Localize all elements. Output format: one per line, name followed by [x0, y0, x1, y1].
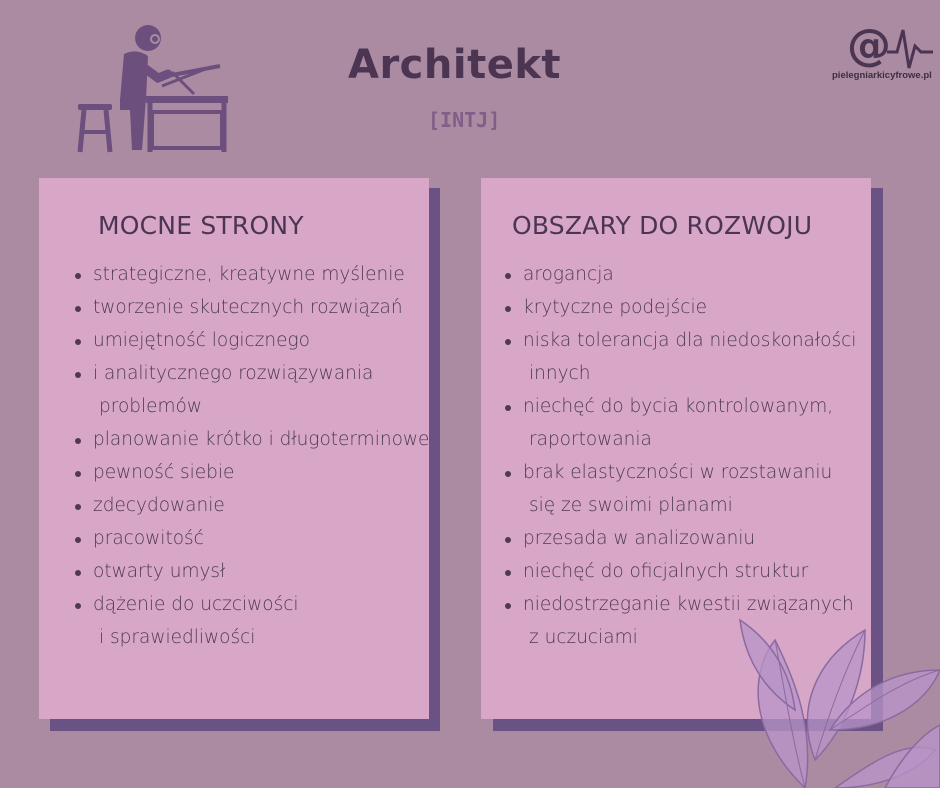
- leaf-icon: [735, 560, 940, 788]
- list-item: [75, 588, 429, 654]
- list-item-text: dążenie do uczciwości: [93, 594, 299, 615]
- list-item-text: niechęć do oficjalnych struktur: [523, 561, 809, 582]
- list-item-text: planowanie krótko i długoterminowe: [93, 429, 430, 450]
- list-item-text: otwarty umysł: [93, 561, 226, 582]
- list-item: [75, 324, 429, 357]
- list-item: [75, 258, 429, 291]
- page-subtitle: [INTJ]: [428, 108, 501, 132]
- list-item: [75, 357, 429, 423]
- list-item: [75, 489, 429, 522]
- list-item-continuation: z uczuciami: [529, 627, 638, 648]
- list-item-text: niedostrzeganie kwestii związanych: [523, 594, 854, 615]
- list-item: [75, 522, 429, 555]
- list-item-text: niska tolerancja dla niedoskonałości: [523, 330, 857, 351]
- list-item: [75, 456, 429, 489]
- growth-heading: OBSZARY DO ROZWOJU: [512, 211, 813, 240]
- list-item: [505, 522, 856, 555]
- strengths-card: [39, 178, 429, 719]
- strengths-list: [75, 258, 429, 654]
- architect-at-drafting-table-icon: [76, 20, 236, 155]
- list-item-continuation: innych: [529, 363, 591, 384]
- list-item-text: zdecydowanie: [93, 495, 225, 516]
- list-item: [505, 324, 856, 390]
- list-item-continuation: i sprawiedliwości: [99, 627, 256, 648]
- list-item-continuation: raportowania: [529, 429, 652, 450]
- list-item-continuation: problemów: [99, 396, 202, 417]
- list-item-text: niechęć do bycia kontrolowanym,: [523, 396, 834, 417]
- svg-text:@: @: [847, 20, 891, 71]
- list-item-continuation: się ze swoimi planami: [529, 495, 733, 516]
- list-item-text: tworzenie skutecznych rozwiązań: [93, 297, 403, 318]
- list-item-text: umiejętność logicznego: [93, 330, 310, 351]
- list-item: [505, 456, 856, 522]
- list-item-text: pracowitość: [93, 528, 204, 549]
- page-title: Architekt: [348, 42, 562, 88]
- strengths-heading: MOCNE STRONY: [98, 211, 304, 240]
- list-item: [505, 258, 856, 291]
- list-item-text: brak elastyczności w rozstawaniu: [523, 462, 833, 483]
- list-item-text: pewność siebie: [93, 462, 235, 483]
- list-item-text: i analitycznego rozwiązywania: [93, 363, 374, 384]
- list-item: [505, 291, 856, 324]
- list-item: [75, 423, 429, 456]
- list-item-text: krytyczne podejście: [523, 297, 707, 318]
- logo-text: pielegniarkicyfrowe.pl: [832, 70, 932, 81]
- list-item: [505, 390, 856, 456]
- list-item: [75, 555, 429, 588]
- list-item-text: przesada w analizowaniu: [523, 528, 756, 549]
- list-item-text: strategiczne, kreatywne myślenie: [93, 264, 405, 285]
- list-item: [75, 291, 429, 324]
- list-item-text: arogancja: [523, 264, 614, 285]
